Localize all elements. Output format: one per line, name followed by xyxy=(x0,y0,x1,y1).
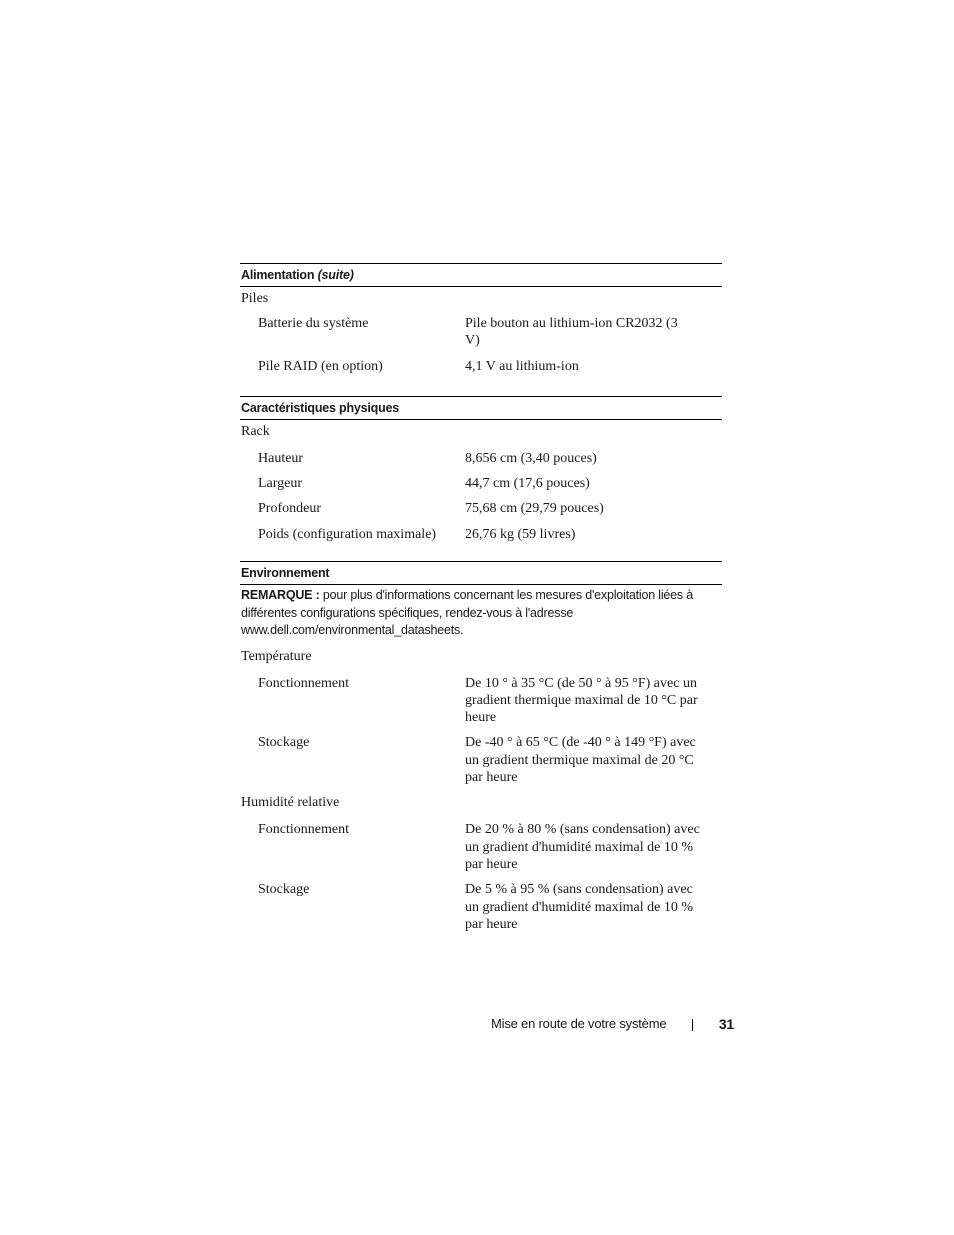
footer-title: Mise en route de votre système xyxy=(491,1016,667,1031)
note-text: pour plus d'informations concernant les mesures d'exploitation liées à différentes configurations spécifiques, rendez-vous à l'adresse xyxy=(241,588,693,620)
section-header-power xyxy=(240,263,722,287)
spec-row xyxy=(240,526,722,543)
section-header-physical xyxy=(240,396,722,420)
spec-value: 4,1 V au lithium-ion xyxy=(465,358,579,374)
note-end: . xyxy=(460,623,464,638)
spec-row xyxy=(240,358,722,375)
spec-value: Pile bouton au lithium-ion CR2032 (3 V) xyxy=(465,316,678,349)
spec-value: 26,76 kg (59 livres) xyxy=(465,526,576,542)
group-title-rack: Rack xyxy=(241,423,270,439)
spec-label: Profondeur xyxy=(258,501,321,517)
section-title: Caractéristiques physiques xyxy=(241,400,400,415)
spec-row xyxy=(240,315,722,350)
group-title-humidity: Humidité relative xyxy=(241,795,340,811)
spec-label: Hauteur xyxy=(258,450,304,466)
note-label: REMARQUE : xyxy=(241,588,320,603)
note-block xyxy=(240,587,719,640)
spec-value: De 20 % à 80 % (sans condensation) avec un gradient d'humidité maximal de 10 % par heure xyxy=(465,822,700,872)
spec-value: 44,7 cm (17,6 pouces) xyxy=(465,476,590,492)
spec-table xyxy=(240,263,722,933)
note-link[interactable]: www.dell.com/environmental_datasheets xyxy=(241,623,461,638)
spec-label: Largeur xyxy=(258,476,303,492)
spec-value: 75,68 cm (29,79 pouces) xyxy=(465,501,604,517)
spec-label: Fonctionnement xyxy=(258,822,349,838)
spec-label: Stockage xyxy=(258,735,310,751)
group-title-temperature: Température xyxy=(241,648,312,664)
spec-row xyxy=(240,821,722,873)
page-footer xyxy=(490,1014,734,1036)
spec-row xyxy=(240,734,722,786)
spec-label: Pile RAID (en option) xyxy=(258,358,383,374)
spec-label: Fonctionnement xyxy=(258,675,349,691)
spec-value: De 10 ° à 35 °C (de 50 ° à 95 °F) avec un gradient thermique maximal de 10 °C par heure xyxy=(465,675,698,726)
page-number: 31 xyxy=(718,1016,734,1032)
spec-row xyxy=(240,475,722,492)
section-title-suffix: (suite) xyxy=(317,268,354,282)
spec-label: Poids (configuration maximale) xyxy=(258,526,437,542)
spec-row xyxy=(240,500,722,517)
spacer xyxy=(240,543,722,561)
spec-row xyxy=(240,881,722,933)
footer-separator xyxy=(692,1019,693,1031)
spec-row xyxy=(240,450,722,467)
spec-label: Stockage xyxy=(258,882,310,898)
spec-label: Batterie du système xyxy=(258,316,369,331)
spacer xyxy=(240,375,722,396)
spec-value: 8,656 cm (3,40 pouces) xyxy=(465,450,597,466)
spec-value: De -40 ° à 65 °C (de -40 ° à 149 °F) avec un gradient thermique maximal de 20 °C par heure xyxy=(465,735,696,786)
section-title: Alimentation xyxy=(241,268,315,282)
group-title-batteries: Piles xyxy=(241,291,269,306)
section-title: Environnement xyxy=(241,566,330,581)
section-header-environment xyxy=(240,561,722,585)
spec-row xyxy=(240,675,722,727)
spec-value: De 5 % à 95 % (sans condensation) avec un gradient d'humidité maximal de 10 % par heure xyxy=(465,882,694,932)
